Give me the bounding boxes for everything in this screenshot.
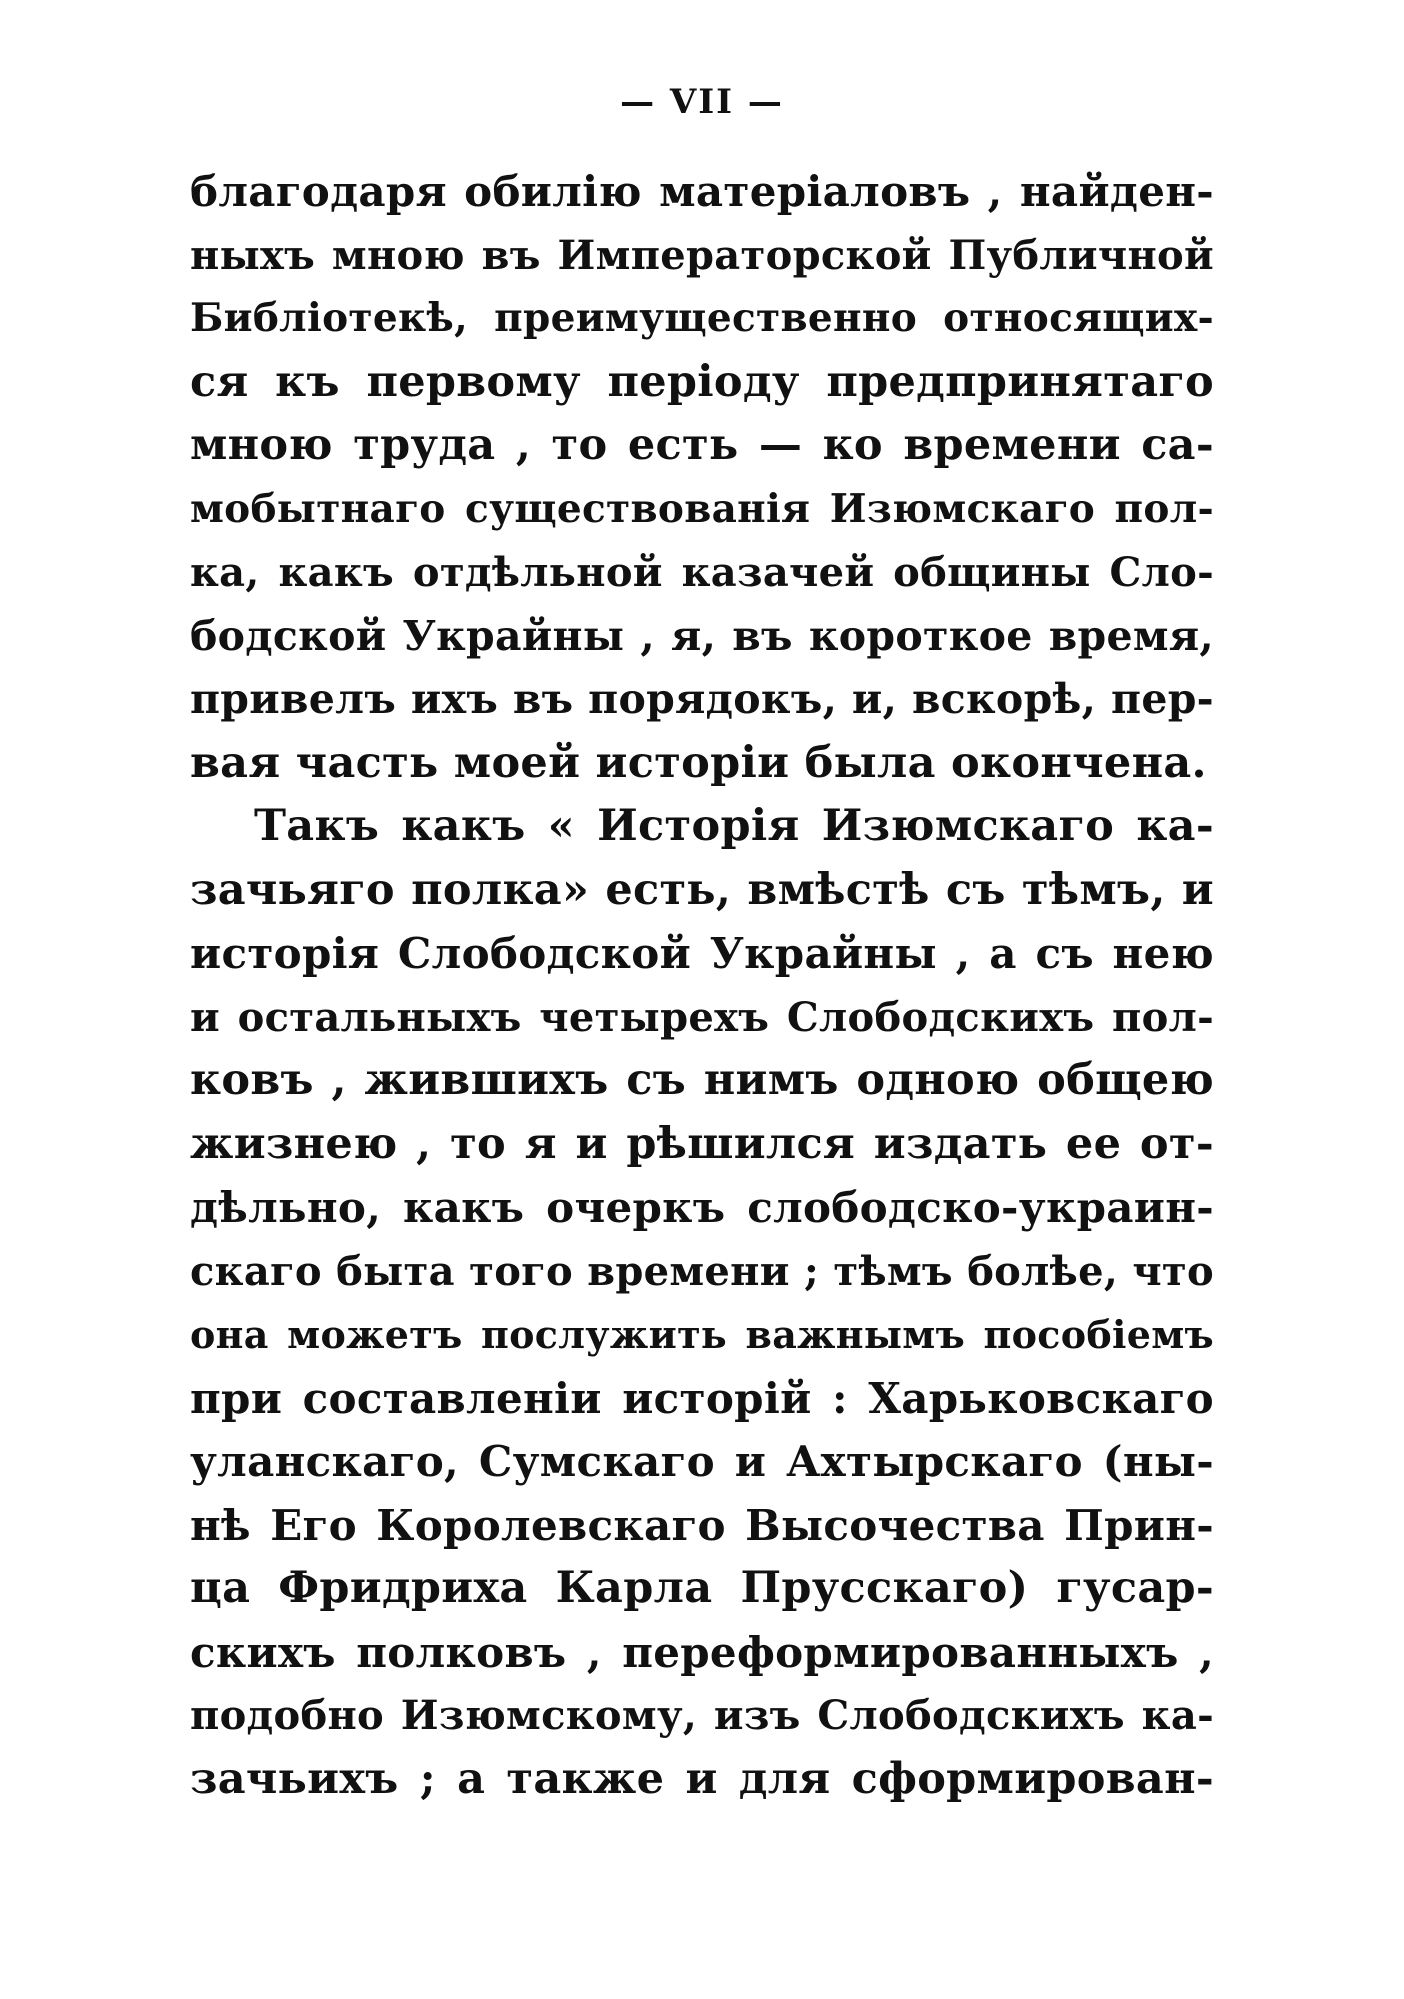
text-line-paragraph-start: Такъ какъ « Исторія Изюмскаго ка- <box>254 801 1214 851</box>
text-line: подобно Изюмскому, изъ Слободскихъ ка- <box>190 1692 1214 1739</box>
text-line: мною труда , то есть — ко времени са- <box>190 420 1214 470</box>
page-number-header: — VII — <box>620 82 784 122</box>
text-line: нѣ Его Королевскаго Высочества Прин- <box>190 1500 1214 1550</box>
text-line: дѣльно, какъ очеркъ слободско-украин- <box>190 1183 1214 1232</box>
text-line: ца Фридриха Карла Прусскаго) гусар- <box>190 1563 1214 1613</box>
text-line: ныхъ мною въ Императорской Публичной <box>190 231 1214 279</box>
text-line: ся къ первому періоду предпринятаго <box>190 356 1214 407</box>
text-line: зачьяго полка» есть, вмѣстѣ съ тѣмъ, и <box>190 864 1214 915</box>
text-line: ковъ , жившихъ съ нимъ одною общею <box>190 1055 1214 1105</box>
text-line: исторія Слободской Украйны , а съ нею <box>190 929 1214 978</box>
text-line: и остальныхъ четырехъ Слободскихъ пол- <box>190 993 1214 1041</box>
text-line: ка, какъ отдѣльной казачей общины Сло- <box>190 549 1214 596</box>
text-line: бодской Украйны , я, въ короткое время, <box>190 611 1214 660</box>
body-text <box>190 160 1214 1811</box>
text-line: она можетъ послужить важнымъ пособіемъ <box>190 1312 1214 1357</box>
text-line-paragraph-end: вая часть моей исторіи была окончена. <box>190 737 1207 788</box>
text-line: жизнею , то я и рѣшился издать ее от- <box>190 1118 1214 1169</box>
text-line: привелъ ихъ въ порядокъ, и, вскорѣ, пер- <box>190 675 1214 723</box>
text-line: Библіотекѣ, преимущественно относящих- <box>190 295 1214 341</box>
text-line: скаго быта того времени ; тѣмъ болѣе, что <box>190 1247 1214 1295</box>
text-line: уланскаго, Сумскаго и Ахтырскаго (ны- <box>190 1437 1214 1486</box>
text-line: мобытнаго существованія Изюмскаго пол- <box>190 485 1214 532</box>
text-line: зачьихъ ; а также и для сформирован- <box>190 1753 1214 1804</box>
text-line: при составленіи исторій : Харьковскаго <box>190 1373 1214 1423</box>
text-line: благодаря обилію матеріаловъ , найден- <box>190 167 1214 216</box>
text-line: скихъ полковъ , переформированныхъ , <box>190 1627 1214 1677</box>
